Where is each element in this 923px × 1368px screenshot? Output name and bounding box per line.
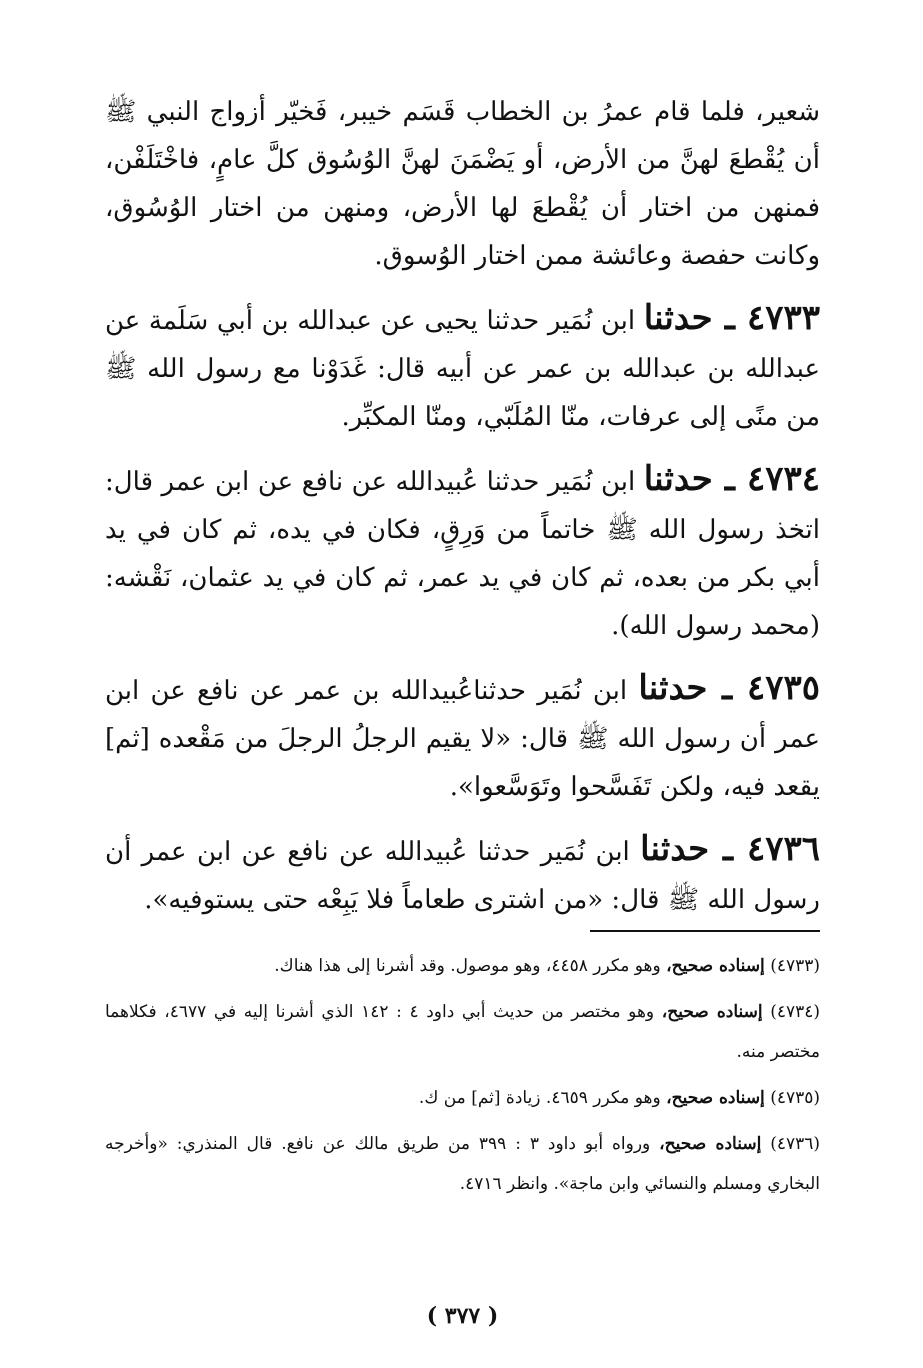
page-number: ( ٣٧٧ ) [426, 1303, 499, 1329]
footnote-divider [590, 930, 820, 932]
footnote-4734 [105, 992, 820, 1072]
footnotes [105, 946, 820, 1210]
footnote-grade: إسناده صحيح، [659, 1134, 762, 1154]
hadith-text: ابن نُمَير حدثناعُبيدالله بن عمر عن نافع عن ابن عمر أن رسول الله ﷺ قال: «لا يقيم الرجلُ الرجلَ من مَقْعده [ثم] يقعد فيه، ولكن تَفَسَّحوا وتَوَسَّعوا». [105, 676, 820, 802]
footnote-ref: (٤٧٣٣) [770, 956, 820, 976]
hadith-lead: ٤٧٣٣ ـ حدثنا [643, 298, 820, 338]
hadith-4733 [105, 294, 820, 441]
hadith-4734 [105, 455, 820, 650]
footnote-4733 [105, 946, 820, 986]
footnote-grade: إسناده صحيح، [661, 1002, 763, 1022]
hadith-lead: ٤٧٣٤ ـ حدثنا [643, 459, 820, 499]
footnote-text: ورواه أبو داود ٣ : ٣٩٩ من طريق مالك عن نافع. قال المنذري: «وأخرجه البخاري ومسلم والنسائي وابن ماجة». وانظر ٤٧١٦. [105, 1134, 820, 1194]
page-body [105, 88, 820, 1328]
footnote-ref: (٤٧٣٥) [770, 1088, 820, 1108]
hadith-text: ابن نُمَير حدثنا يحيى عن عبدالله بن أبي سَلَمة عن عبدالله بن عبدالله بن عمر عن أبيه قال: غَدَوْنا مع رسول الله ﷺ من منًى إلى عرفات، منّا المُلَبّي، ومنّا المكبِّر. [105, 306, 820, 432]
paragraph-continuation [105, 88, 820, 280]
footnote-4735 [105, 1078, 820, 1118]
hadith-lead: ٤٧٣٦ ـ حدثنا [640, 829, 821, 869]
footnote-text: وهو مختصر من حديث أبي داود ٤ : ١٤٢ الذي أشرنا إليه في ٤٦٧٧، فكلاهما مختصر منه. [105, 1002, 820, 1062]
footnote-ref: (٤٧٣٤) [770, 1002, 821, 1022]
footnote-text: وهو مكرر ٤٦٥٩. زيادة [ثم] من ك. [418, 1088, 661, 1108]
footnote-4736 [105, 1124, 820, 1204]
hadith-4736 [105, 825, 820, 924]
hadith-text: ابن نُمَير حدثنا عُبيدالله عن نافع عن ابن عمر قال: اتخذ رسول الله ﷺ خاتماً من وَرِقٍ، فكان في يده، ثم كان في يد أبي بكر من بعده، ثم كان في يد عمر، ثم كان في يد عثمان، نَقْشه: (محمد رسول الله). [105, 467, 820, 641]
footnote-grade: إسناده صحيح، [666, 956, 765, 976]
hadith-lead: ٤٧٣٥ ـ حدثنا [638, 668, 820, 708]
hadith-4735 [105, 664, 820, 811]
footnote-ref: (٤٧٣٦) [770, 1134, 821, 1154]
hadith-text: ابن نُمَير حدثنا عُبيدالله عن نافع عن ابن عمر أن رسول الله ﷺ قال: «من اشترى طعاماً فلا يَبِعْه حتى يستوفيه». [105, 837, 820, 915]
paragraph-text: شعير، فلما قام عمرُ بن الخطاب قَسَم خيبر، فَخيّر أزواج النبي ﷺ أن يُقْطعَ لهنَّ من الأرض، أو يَضْمَنَ لهنَّ الوُسُوق كلَّ عامٍ، فاخْتَلَفْن، فمنهن من اختار أن يُقْطعَ لها الأرض، ومنهن من اختار الوُسُوق، وكانت حفصة وعائشة ممن اختار الوُسوق. [105, 97, 821, 271]
footnote-text: وهو مكرر ٤٤٥٨، وهو موصول. وقد أشرنا إلى هذا هناك. [274, 956, 661, 976]
footnote-grade: إسناده صحيح، [666, 1088, 765, 1108]
